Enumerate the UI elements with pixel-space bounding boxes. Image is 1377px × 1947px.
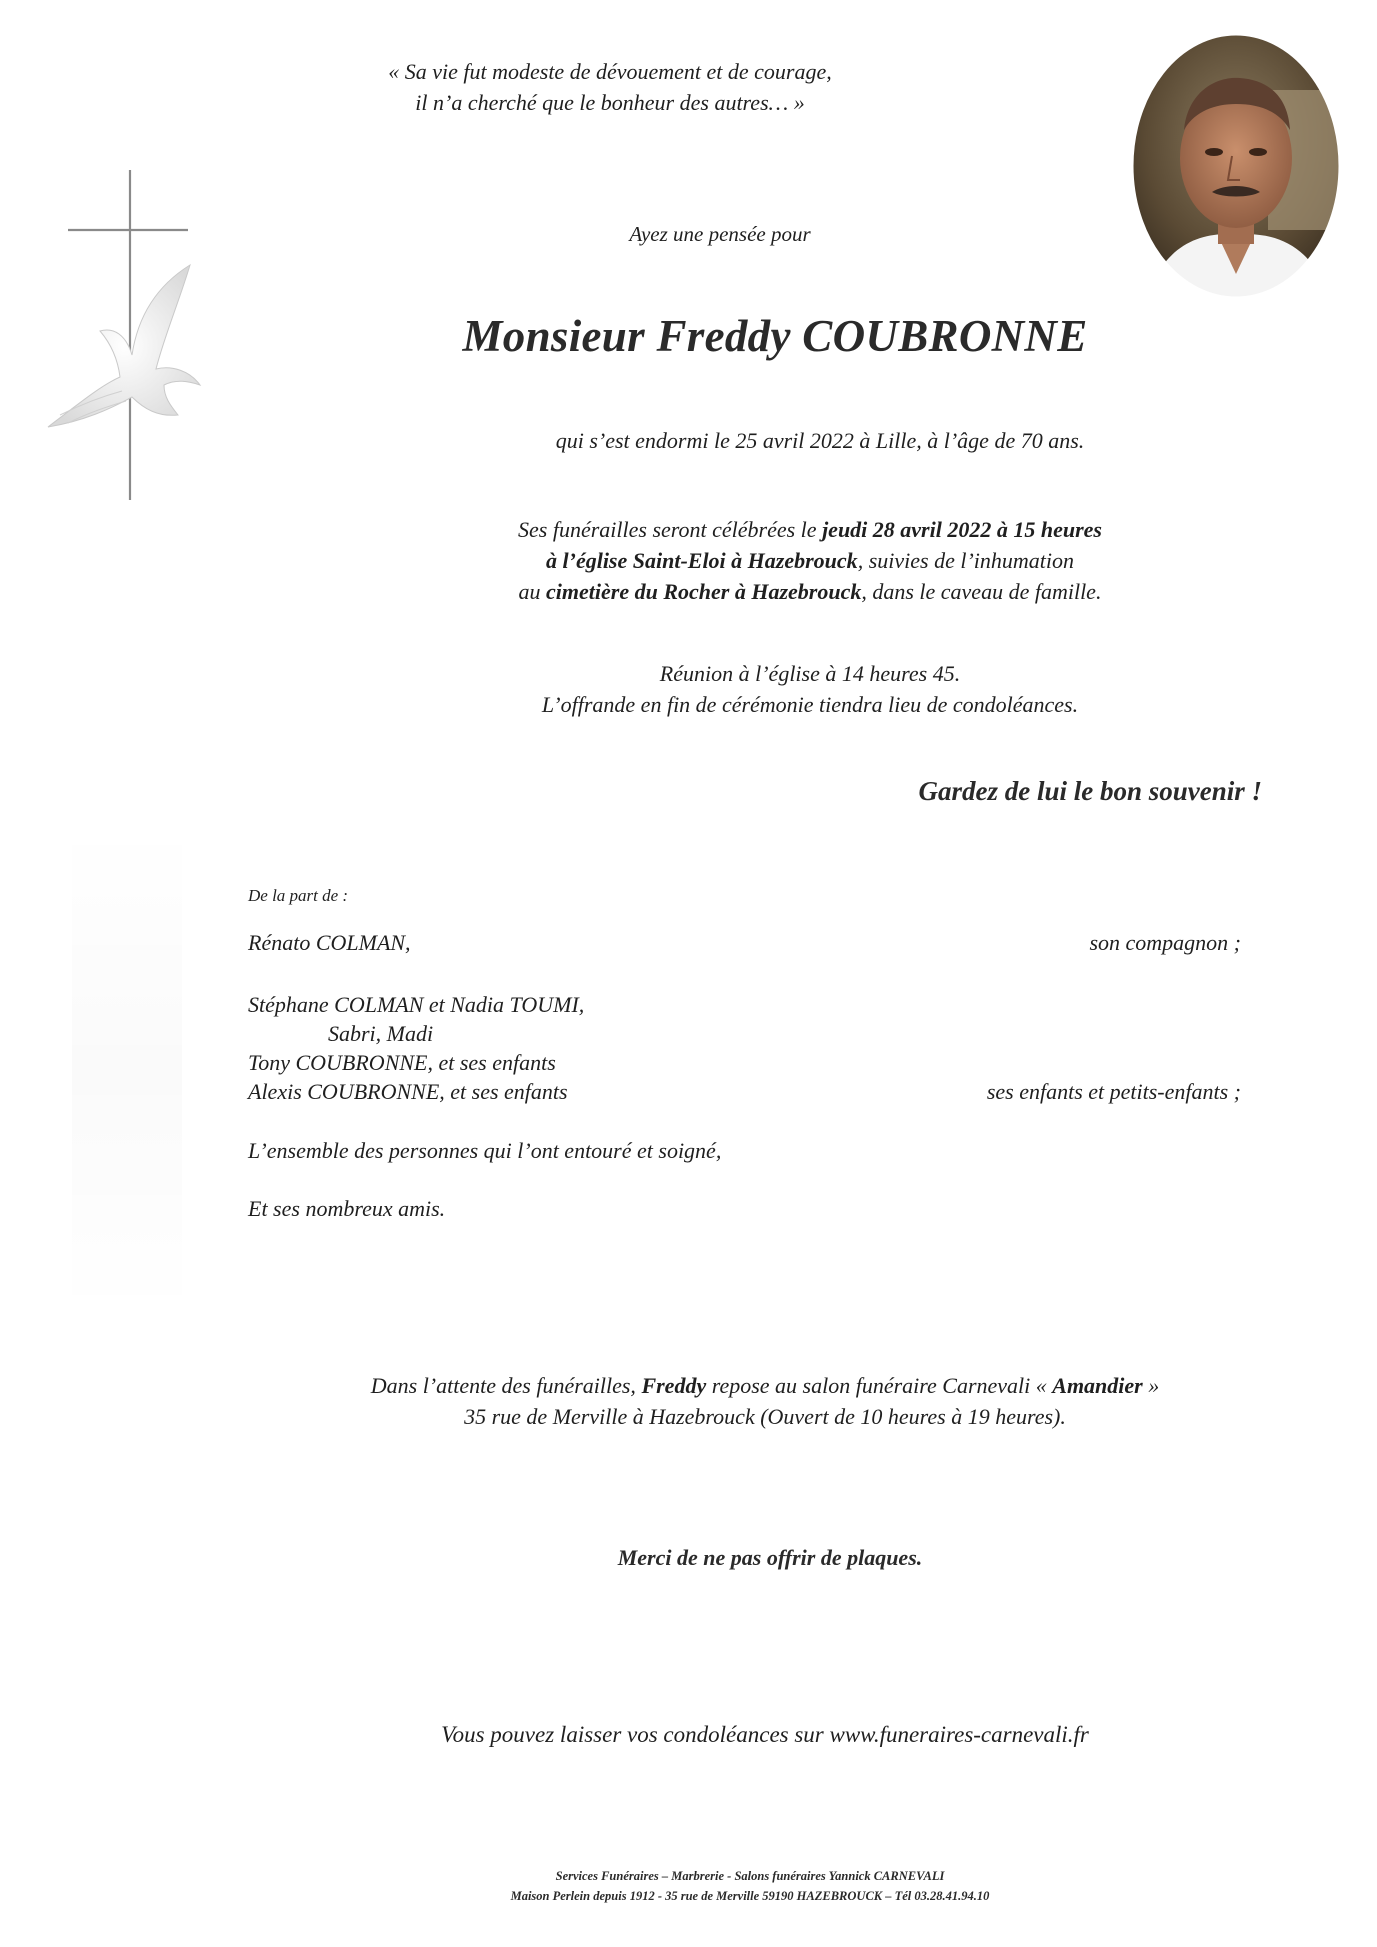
family-member: Et ses nombreux amis. — [248, 1196, 446, 1221]
intro-text: Ayez une pensée pour — [629, 222, 811, 246]
footer-line-1: Services Funéraires – Marbrerie - Salons funéraires Yannick CARNEVALI — [555, 1869, 945, 1883]
funeral-line-1 — [400, 514, 1220, 545]
quote-line-1: « Sa vie fut modeste de dévouement et de courage, — [388, 59, 832, 84]
cemetery-location: cimetière du Rocher à Hazebrouck — [546, 579, 862, 604]
funeral-text: , dans le caveau de famille. — [861, 579, 1102, 604]
cross-dove-icon — [40, 165, 220, 505]
reunion-details — [400, 658, 1220, 720]
funeral-line-2 — [400, 545, 1220, 576]
church-location: à l’église Saint-Eloi à Hazebrouck — [546, 548, 858, 573]
condolences-link: Vous pouvez laisser vos condoléances sur www.funeraires-carnevali.fr — [441, 1722, 1089, 1747]
salon-name: Amandier — [1052, 1373, 1143, 1398]
footer — [320, 1866, 1180, 1906]
footer-line-2: Maison Perlein depuis 1912 - 35 rue de Merville 59190 HAZEBROUCK – Tél 03.28.41.94.10 — [510, 1889, 990, 1903]
rest-line-1 — [300, 1370, 1230, 1401]
reunion-line-2: L’offrande en fin de cérémonie tiendra lieu de condoléances. — [541, 692, 1079, 717]
funeral-text: au — [518, 579, 547, 604]
rest-text: » — [1142, 1373, 1160, 1398]
family-member: Stéphane COLMAN et Nadia TOUMI, — [248, 992, 585, 1017]
quote-line-2: il n’a cherché que le bonheur des autres… » — [415, 90, 805, 115]
funeral-text: Ses funérailles seront célébrées le — [518, 517, 823, 542]
family-member: L’ensemble des personnes qui l’ont entouré et soigné, — [248, 1138, 722, 1163]
funeral-date: jeudi 28 avril 2022 à 15 heures — [822, 517, 1102, 542]
funeral-line-3 — [400, 576, 1220, 607]
epitaph-quote — [300, 56, 920, 118]
rest-location — [300, 1370, 1230, 1432]
family-role: son compagnon ; — [1089, 930, 1241, 955]
rest-text: Dans l’attente des funérailles, — [370, 1373, 642, 1398]
family-role: ses enfants et petits-enfants ; — [986, 1079, 1241, 1104]
rest-text: repose au salon funéraire Carnevali « — [706, 1373, 1053, 1398]
funeral-text: , suivies de l’inhumation — [857, 548, 1074, 573]
family-member: Rénato COLMAN, — [248, 930, 411, 955]
family-member: Tony COUBRONNE, et ses enfants — [248, 1050, 556, 1075]
family-member: Sabri, Madi — [328, 1021, 434, 1046]
background-watermark — [72, 820, 182, 1320]
deceased-name: Monsieur Freddy COUBRONNE — [462, 311, 1088, 361]
funeral-details — [400, 514, 1220, 607]
rest-line-2: 35 rue de Merville à Hazebrouck (Ouvert de 10 heures à 19 heures). — [464, 1404, 1066, 1429]
reunion-line-1: Réunion à l’église à 14 heures 45. — [659, 661, 961, 686]
portrait-photo — [1128, 30, 1344, 302]
death-notice: qui s’est endormi le 25 avril 2022 à Lille, à l’âge de 70 ans. — [555, 428, 1085, 453]
rest-name: Freddy — [641, 1373, 707, 1398]
no-plaques-note: Merci de ne pas offrir de plaques. — [617, 1545, 923, 1570]
family-member: Alexis COUBRONNE, et ses enfants — [248, 1079, 568, 1104]
closing-phrase: Gardez de lui le bon souvenir ! — [918, 776, 1262, 806]
from-label: De la part de : — [248, 886, 349, 905]
